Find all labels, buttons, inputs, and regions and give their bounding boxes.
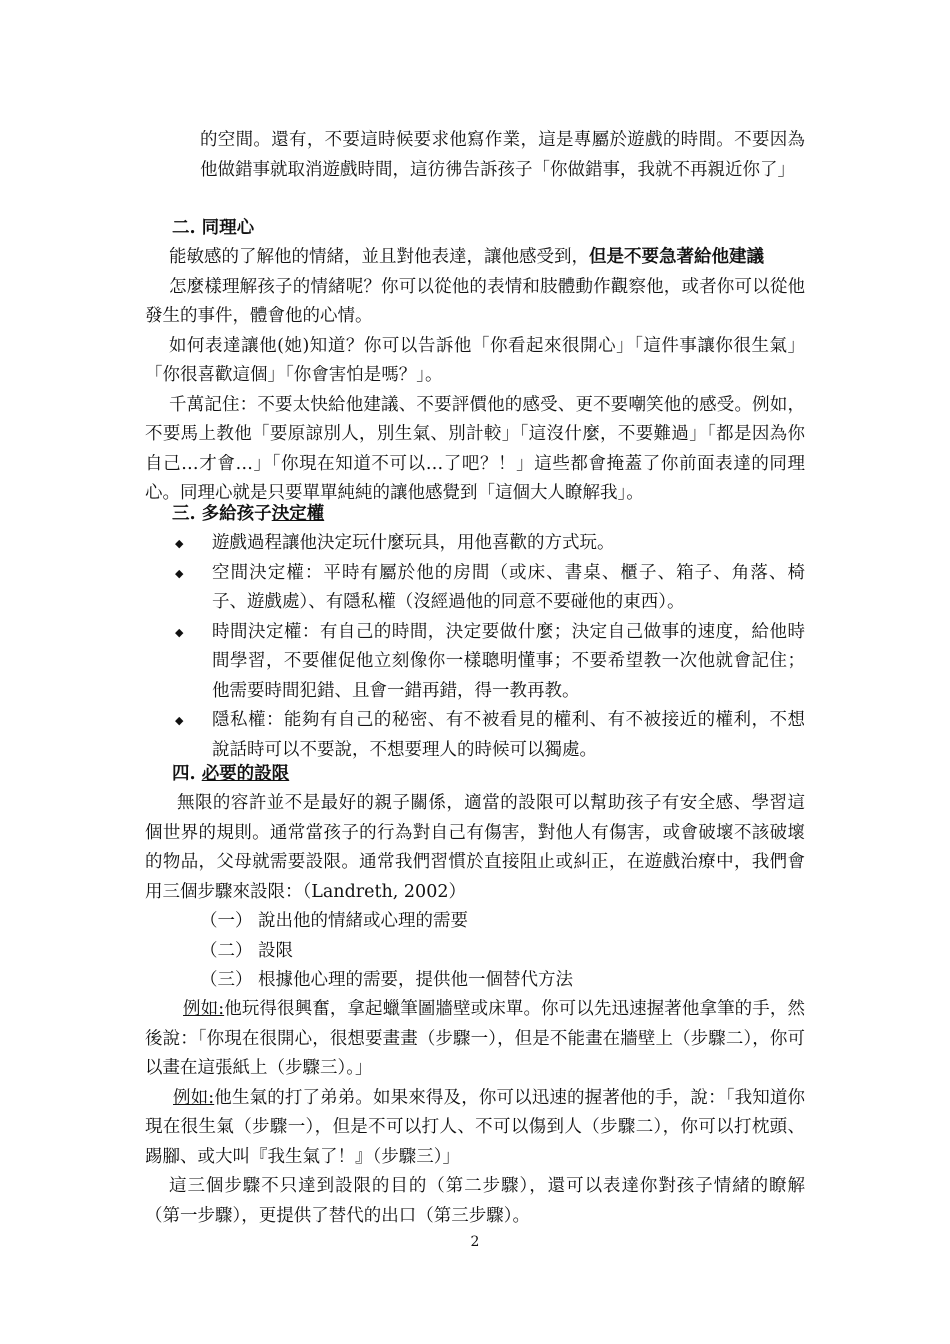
decision-heading-underlined: 決定權: [271, 504, 325, 524]
examples-section: [145, 995, 805, 1231]
list-item: [200, 937, 573, 967]
list-item: [200, 907, 573, 937]
bullet-diamond-icon: ◆: [175, 537, 184, 550]
page-number: 2: [470, 1234, 480, 1250]
limits-heading-prefix: 四.: [172, 764, 202, 784]
list-item: [145, 618, 805, 707]
limit-steps-list: [200, 907, 573, 996]
continuation-paragraph: 的空間。還有，不要這時候要求他寫作業，這是專屬於遊戲的時間。不要因為他做錯事就取消遊戲時間，這彷彿告訴孩子「你做錯事，我就不再親近你了」: [200, 130, 805, 180]
empathy-paragraph-2: 如何表達讓他(她)知道？你可以告訴他「你看起來很開心」「這件事讓你很生氣」「你很喜歡這個」「你會害怕是嗎？」。: [145, 335, 805, 385]
example-paragraph-1: [145, 995, 805, 1084]
limits-paragraph-1: 無限的容許並不是最好的親子關係，適當的設限可以幫助孩子有安全感、學習這個世界的規則。通常當孩子的行為對自己有傷害，對他人有傷害，或會破壞不該破壞的物品，父母就需要設限。通常我們習慣於直接阻止或糾正，在遊戲治療中，我們會用三個步驟來設限：（Landreth, 2002）: [145, 793, 805, 902]
decision-bullet-list: [145, 529, 805, 765]
decision-heading-prefix: 三. 多給孩子: [172, 504, 272, 524]
empathy-intro: [145, 243, 805, 273]
section-heading-limits: [172, 760, 289, 790]
step-number: （二）: [200, 940, 253, 961]
limits-section: [145, 789, 805, 907]
list-item: [145, 706, 805, 765]
step-text: 設限: [258, 940, 293, 961]
example-paragraph-2: [145, 1084, 805, 1173]
step-number: （三）: [200, 970, 253, 990]
list-item-text: 遊戲過程讓他決定玩什麼玩具，用他喜歡的方式玩。: [212, 533, 615, 553]
empathy-section: [145, 243, 805, 509]
empathy-intro-bold: 但是不要急著給他建議: [589, 247, 764, 267]
conclusion-paragraph: 這三個步驟不只達到設限的目的（第二步驟），還可以表達你對孩子情緒的瞭解（第一步驟），更提供了替代的出口（第三步驟）。: [145, 1176, 805, 1226]
empathy-paragraph-1: 怎麼樣理解孩子的情緒呢？你可以從他的表情和肢體動作觀察他，或者你可以從他發生的事件，體會他的心情。: [145, 276, 805, 326]
bullet-diamond-icon: ◆: [175, 566, 184, 580]
example-text: 他生氣的打了弟弟。如果來得及，你可以迅速的握著他的手，說：「我知道你現在很生氣（步驟一），但是不可以打人、不可以傷到人（步驟二），你可以打枕頭、踢腳、或大叫『我生氣了！』（步驟三）」: [145, 1087, 805, 1167]
list-item-text: 空間決定權：平時有屬於他的房間（或床、書桌、櫃子、箱子、角落、椅子、遊戲處）、有隱私權（沒經過他的同意不要碰他的東西）。: [212, 562, 805, 612]
bullet-diamond-icon: ◆: [175, 625, 184, 639]
list-item-text: 隱私權：能夠有自己的秘密、有不被看見的權利、有不被接近的權利，不想說話時可以不要說，不想要理人的時候可以獨處。: [212, 710, 805, 760]
section-heading-empathy: 二. 同理心: [172, 218, 255, 238]
empathy-intro-text: 能敏感的了解他的情緒，並且對他表達，讓他感受到，: [169, 247, 589, 267]
example-label: 例如:: [173, 1087, 215, 1108]
list-item-text: 時間決定權：有自己的時間，決定要做什麼；決定自己做事的速度，給他時間學習，不要催促他立刻像你一樣聰明懂事；不要希望教一次他就會記住；他需要時間犯錯、且會一錯再錯，得一教再教。: [212, 621, 805, 701]
step-text: 說出他的情緒或心理的需要: [258, 911, 468, 931]
limits-heading-underlined: 必要的設限: [201, 764, 290, 784]
bullet-diamond-icon: ◆: [175, 714, 184, 727]
step-text: 根據他心理的需要，提供他一個替代方法: [258, 970, 573, 990]
list-item: [145, 559, 805, 618]
step-number: （一）: [200, 911, 253, 931]
list-item: [145, 529, 805, 559]
section-heading-decision: [172, 500, 324, 530]
example-label: 例如:: [183, 999, 225, 1019]
example-text: 他玩得很興奮，拿起蠟筆圖牆壁或床單。你可以先迅速握著他拿筆的手，然後說：「你現在很開心，很想要畫畫（步驟一），但是不能畫在牆壁上（步驟二），你可以畫在這張紙上（步驟三）。」: [145, 999, 805, 1078]
list-item: [200, 966, 573, 996]
empathy-paragraph-3: 千萬記住：不要太快給他建議、不要評價他的感受、更不要嘲笑他的感受。例如，不要馬上教他「要原諒別人，別生氣、別計較」「這沒什麼，不要難過」「都是因為你自己…才會…」「你現在知道不可以…了吧？！」這些都會掩蓋了你前面表達的同理心。同理心就是只要單單純純的讓他感覺到「這個大人瞭解我」。: [145, 394, 805, 503]
